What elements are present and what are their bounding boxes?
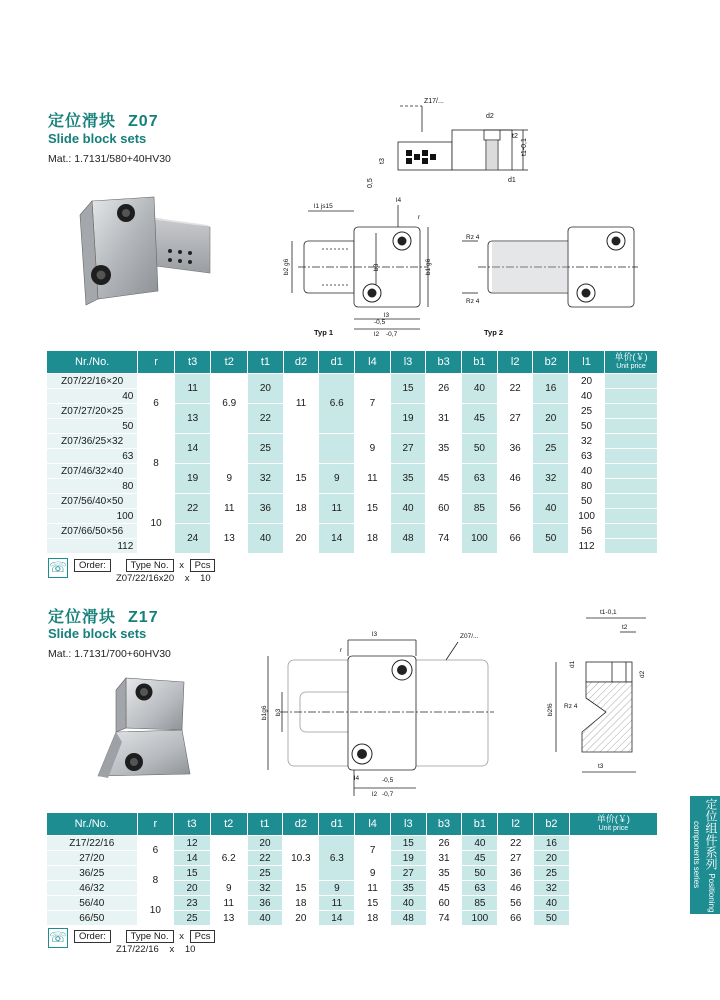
z17-b2: 20: [534, 851, 570, 866]
z07-label-rz4b: Rz 4: [466, 298, 480, 305]
z07-t1: 20: [248, 374, 284, 404]
z17-d2: 18: [283, 896, 319, 911]
z07-d1: 14: [319, 524, 355, 554]
z07-col-header: t3: [174, 351, 211, 374]
z07-label-rz4a: Rz 4: [466, 234, 480, 241]
z07-b3: 31: [426, 404, 462, 434]
z17-col-header: d2: [283, 813, 319, 836]
z17-d2: 15: [283, 881, 319, 896]
z07-code: Z07/46/32×40: [47, 464, 138, 479]
section1-title-text: 定位滑块: [48, 113, 117, 130]
z17-label-b1g6: b1g6: [261, 705, 268, 720]
z17-label-d1: d1: [569, 660, 576, 668]
section2-material: Mat.: 1.7131/700+60HV30: [48, 648, 171, 660]
z07-l4: 11: [355, 464, 391, 494]
z17-price-cell: [569, 851, 657, 866]
z17-price-cell: [569, 866, 657, 881]
z17-label-b2f6: b2f6: [547, 703, 554, 716]
z17-t1: 25: [247, 866, 283, 881]
z17-t3: 25: [174, 911, 211, 926]
order-x: x: [179, 560, 184, 571]
z07-header-row: [47, 351, 658, 374]
z07-l2: 36: [497, 434, 533, 464]
z17-b1: 45: [462, 851, 498, 866]
z07-l1: 32: [569, 434, 605, 449]
z07-price-cell: [605, 524, 658, 539]
z17-b2: 40: [534, 896, 570, 911]
price-cn: 单价(￥): [596, 814, 630, 824]
z17-code: 27/20: [47, 851, 138, 866]
z07-label-b3: b3: [373, 263, 380, 271]
z17-t2: 11: [210, 896, 247, 911]
section1-material: Mat.: 1.7131/580+40HV30: [48, 153, 171, 165]
z17-b2: 16: [534, 836, 570, 851]
z07-col-header: b3: [426, 351, 462, 374]
z07-label-h05: 0,5: [367, 178, 374, 188]
z17-t1: 22: [247, 851, 283, 866]
z07-code: 50: [47, 419, 138, 434]
z07-price-cell: [605, 464, 658, 479]
z17-l4: 7: [355, 836, 391, 866]
z17-spec-table: [46, 812, 658, 926]
table-row: [47, 374, 658, 389]
z17-b3: 31: [426, 851, 462, 866]
z17-l2: 36: [498, 866, 534, 881]
z17-b3: 60: [426, 896, 462, 911]
z17-col-header: l3: [390, 813, 426, 836]
z07-l1: 80: [569, 479, 605, 494]
z17-l4: 15: [355, 896, 391, 911]
z07-code: Z07/27/20×25: [47, 404, 138, 419]
z17-label-z07: Z07/...: [460, 633, 479, 640]
z17-order-info: [74, 930, 218, 943]
z07-col-header: b2: [533, 351, 569, 374]
z07-b1: 100: [461, 524, 497, 554]
z07-label-l3: l3: [384, 312, 390, 319]
z17-t1: 32: [247, 881, 283, 896]
z17-label-t3: t3: [598, 763, 604, 770]
z07-l4: 7: [355, 374, 391, 434]
z17-code: Z17/22/16: [47, 836, 138, 851]
z17-code: 66/50: [47, 911, 138, 926]
z17-label-b3: b3: [275, 708, 282, 716]
z17-d1: 9: [319, 881, 355, 896]
z07-price-cell: [605, 419, 658, 434]
z17-d1: 6.3: [319, 836, 355, 881]
order-type-box: Type No.: [126, 930, 174, 943]
z17-col-header: t3: [174, 813, 211, 836]
slide-block-z17-photo: [86, 670, 208, 782]
z17-t1: 20: [247, 836, 283, 851]
z07-t3: 24: [174, 524, 211, 554]
z07-label-t3: t3: [379, 158, 386, 164]
z07-col-header: l2: [497, 351, 533, 374]
z17-b1: 63: [462, 881, 498, 896]
z07-label-t2: t2: [512, 133, 518, 140]
z07-t2: 13: [211, 524, 248, 554]
z17-t2: 9: [210, 881, 247, 896]
table-row: [47, 494, 658, 509]
z17-b2: 25: [534, 866, 570, 881]
z07-r: 6: [138, 374, 175, 434]
z17-col-header: t2: [210, 813, 247, 836]
z17-l2: 27: [498, 851, 534, 866]
z17-t3: 23: [174, 896, 211, 911]
z17-price-cell: [569, 881, 657, 896]
z07-t2-empty: [211, 434, 248, 464]
z07-label-r: r: [418, 214, 421, 221]
z17-header-row: [47, 813, 658, 836]
z07-l2: 22: [497, 374, 533, 404]
z07-b1: 45: [461, 404, 497, 434]
z17-t3: 12: [174, 836, 211, 851]
z17-b3: 45: [426, 881, 462, 896]
z07-d2: 18: [283, 494, 319, 524]
z17-col-header: Nr./No.: [47, 813, 138, 836]
z17-t3: 20: [174, 881, 211, 896]
z07-b3: 45: [426, 464, 462, 494]
z07-l1: 56: [569, 524, 605, 539]
z17-t3: 14: [174, 851, 211, 866]
side-tab-en: Positioning components series: [692, 821, 716, 913]
z07-label-b1g6: b1 g6: [425, 258, 432, 275]
z17-label-tol1: -0,5: [382, 777, 394, 784]
z07-b3: 74: [426, 524, 462, 554]
z07-label-b2g6: b2 g6: [283, 258, 290, 275]
z17-col-header: b3: [426, 813, 462, 836]
section2-code: Z17: [128, 609, 159, 626]
z17-label-l3: l3: [372, 631, 378, 638]
z17-price-cell: [569, 911, 657, 926]
z07-label-tol2: -0,7: [386, 331, 398, 338]
z07-l2: 56: [497, 494, 533, 524]
z17-l3: 27: [390, 866, 426, 881]
z07-code: Z07/36/25×32: [47, 434, 138, 449]
z07-d2: 20: [283, 524, 319, 554]
z07-b3: 35: [426, 434, 462, 464]
order-x: x: [179, 931, 184, 942]
order-label: Order:: [74, 559, 111, 572]
z07-col-header: t2: [211, 351, 248, 374]
price-en: Unit price: [598, 825, 629, 832]
z07-label-l4: l4: [396, 197, 402, 204]
z17-col-header: d1: [319, 813, 355, 836]
z07-label-z17: Z17/...: [424, 98, 444, 105]
z07-price-cell: [605, 434, 658, 449]
z17-b3: 35: [426, 866, 462, 881]
z07-price-cell: [605, 374, 658, 389]
z17-top-view-diagram: [258, 620, 498, 800]
z07-l1: 50: [569, 494, 605, 509]
z07-l3: 27: [390, 434, 426, 464]
z07-d1: 11: [319, 494, 355, 524]
z07-order-info: [74, 559, 218, 572]
z07-l1: 40: [569, 464, 605, 479]
z07-price-cell: [605, 479, 658, 494]
section2-title-text: 定位滑块: [48, 609, 117, 626]
price-en: Unit price: [616, 363, 646, 370]
table-row: [47, 896, 658, 911]
z07-code: Z07/56/40×50: [47, 494, 138, 509]
z07-l4: 18: [355, 524, 391, 554]
z17-d2: 10.3: [283, 836, 319, 881]
z17-col-header: t1: [247, 813, 283, 836]
z17-label-d2: d2: [639, 670, 646, 678]
z17-d1: 11: [319, 896, 355, 911]
z07-b2: 32: [533, 464, 569, 494]
z17-r: 6: [137, 836, 174, 866]
z17-col-header: b1: [462, 813, 498, 836]
z07-l2: 66: [497, 524, 533, 554]
order-example-qty: 10: [200, 573, 211, 584]
z17-col-header: r: [137, 813, 174, 836]
z07-l1: 63: [569, 449, 605, 464]
z07-b1: 50: [461, 434, 497, 464]
z17-l3: 35: [390, 881, 426, 896]
z07-r: 8: [138, 434, 175, 494]
z07-label-typ2: Typ 2: [484, 328, 504, 337]
z17-col-header: l2: [498, 813, 534, 836]
z07-t3: 19: [174, 464, 211, 494]
z17-label-r: r: [340, 647, 343, 654]
z07-l1: 20: [569, 374, 605, 389]
z07-d2-empty: [283, 434, 319, 464]
order-type-box: Type No.: [126, 559, 174, 572]
z07-price-cell: [605, 494, 658, 509]
z07-b2: 50: [533, 524, 569, 554]
z07-l3: 35: [390, 464, 426, 494]
z17-order-example: [116, 944, 195, 955]
z17-b1: 50: [462, 866, 498, 881]
phone-icon: ☏: [48, 928, 68, 948]
order-example-x: x: [169, 944, 175, 955]
z07-b3: 26: [426, 374, 462, 404]
order-example-x: x: [184, 573, 190, 584]
z07-l1: 112: [569, 539, 605, 554]
z07-price-cell: [605, 449, 658, 464]
z07-label-typ1: Typ 1: [314, 328, 334, 337]
z07-b1: 63: [461, 464, 497, 494]
order-pcs-box: Pcs: [190, 930, 216, 943]
z17-l3: 40: [390, 896, 426, 911]
z07-r: 10: [138, 494, 175, 554]
z07-t2: 11: [211, 494, 248, 524]
z07-t3: 11: [174, 374, 211, 404]
z07-l1: 100: [569, 509, 605, 524]
z07-price-cell: [605, 539, 658, 554]
z17-b3: 74: [426, 911, 462, 926]
order-label: Order:: [74, 930, 111, 943]
order-example-code: Z17/22/16: [116, 944, 159, 955]
z17-b3: 26: [426, 836, 462, 851]
price-cn: 单价(￥): [614, 352, 648, 362]
z07-col-header: r: [138, 351, 175, 374]
z17-b2: 50: [534, 911, 570, 926]
z07-l1: 50: [569, 419, 605, 434]
z07-side-view-diagram: [360, 92, 560, 192]
z07-col-header: t1: [248, 351, 284, 374]
z17-d1: 14: [319, 911, 355, 926]
z07-spec-table: [46, 350, 658, 554]
z07-col-header: l1: [569, 351, 605, 374]
z07-l1: 40: [569, 389, 605, 404]
z07-code: 40: [47, 389, 138, 404]
z17-b1: 100: [462, 911, 498, 926]
z07-b2: 16: [533, 374, 569, 404]
z17-label-l4: l4: [354, 775, 360, 782]
z17-price-cell: [569, 896, 657, 911]
z17-col-header: b2: [534, 813, 570, 836]
z07-t1: 25: [248, 434, 284, 464]
z17-side-view-diagram: [516, 602, 656, 782]
z07-label-d2: d2: [486, 113, 494, 120]
z07-price-cell: [605, 509, 658, 524]
side-category-tab: [690, 796, 720, 914]
z07-t1: 40: [248, 524, 284, 554]
z07-t1: 32: [248, 464, 284, 494]
z17-t1: 40: [247, 911, 283, 926]
z07-b2: 40: [533, 494, 569, 524]
section1-code: Z07: [128, 113, 159, 130]
z17-price-header: [569, 813, 657, 836]
z17-l2: 56: [498, 896, 534, 911]
z07-top-view-diagrams: [278, 193, 658, 341]
z07-code: 100: [47, 509, 138, 524]
z07-label-d1: d1: [508, 177, 516, 184]
z17-l3: 15: [390, 836, 426, 851]
z07-code: 112: [47, 539, 138, 554]
z17-code: 36/25: [47, 866, 138, 881]
order-example-code: Z07/22/16x20: [116, 573, 175, 584]
z07-l3: 48: [390, 524, 426, 554]
z07-b1: 85: [461, 494, 497, 524]
z07-l3: 15: [390, 374, 426, 404]
z07-label-l1js15: l1 js15: [314, 203, 333, 210]
z07-label-l2: l2: [374, 331, 380, 338]
z17-d2: 20: [283, 911, 319, 926]
order-pcs-box: Pcs: [190, 559, 216, 572]
z17-price-cell: [569, 836, 657, 851]
z17-l4: 18: [355, 911, 391, 926]
z17-t2: 6.2: [210, 836, 247, 881]
slide-block-z07-photo: [70, 195, 220, 310]
z17-b1: 85: [462, 896, 498, 911]
z07-t2: 9: [211, 464, 248, 494]
z17-l3: 19: [390, 851, 426, 866]
z07-col-header: d2: [283, 351, 319, 374]
z17-code: 56/40: [47, 896, 138, 911]
z07-d1: 9: [319, 464, 355, 494]
z17-col-header: l4: [355, 813, 391, 836]
z07-col-header: l4: [355, 351, 391, 374]
z07-col-header: l3: [390, 351, 426, 374]
z17-label-l2: l2: [372, 791, 378, 798]
z07-col-header: b1: [461, 351, 497, 374]
z17-label-t1: t1-0,1: [600, 609, 617, 616]
z17-b1: 40: [462, 836, 498, 851]
z07-b1: 40: [461, 374, 497, 404]
z07-order-example: [116, 573, 211, 584]
z07-code: 63: [47, 449, 138, 464]
z07-b2: 25: [533, 434, 569, 464]
z07-l3: 19: [390, 404, 426, 434]
z07-d2: 15: [283, 464, 319, 494]
z17-l4: 11: [355, 881, 391, 896]
z07-label-t1: t1-0,1: [521, 138, 528, 156]
table-row: [47, 434, 658, 449]
z07-t3: 22: [174, 494, 211, 524]
section1-title-cn: [48, 108, 159, 131]
z07-code: Z07/66/50×56: [47, 524, 138, 539]
z17-t1: 36: [247, 896, 283, 911]
z07-label-tol1: -0,5: [374, 319, 386, 326]
z07-t3: 13: [174, 404, 211, 434]
z07-col-header: d1: [319, 351, 355, 374]
z17-label-t2: t2: [622, 624, 628, 631]
z17-label-rz4: Rz 4: [564, 703, 578, 710]
z07-t1: 36: [248, 494, 284, 524]
z07-code: Z07/22/16×20: [47, 374, 138, 389]
z07-l4: 15: [355, 494, 391, 524]
z07-l2: 27: [497, 404, 533, 434]
z07-price-header: [605, 351, 658, 374]
z17-l2: 46: [498, 881, 534, 896]
z07-t1: 22: [248, 404, 284, 434]
z17-l2: 22: [498, 836, 534, 851]
z17-label-tol2: -0,7: [382, 791, 394, 798]
z07-t2: 6.9: [211, 374, 248, 434]
z17-l4: 9: [355, 866, 391, 881]
section2-title-cn: [48, 604, 159, 627]
z07-t3: 14: [174, 434, 211, 464]
z17-r: 8: [137, 866, 174, 896]
z07-price-cell: [605, 389, 658, 404]
z07-l2: 46: [497, 464, 533, 494]
z07-l3: 40: [390, 494, 426, 524]
z07-d1-empty: [319, 434, 355, 464]
z07-b3: 60: [426, 494, 462, 524]
z07-d2: 11: [283, 374, 319, 434]
z07-code: 80: [47, 479, 138, 494]
table-row: [47, 836, 658, 851]
z07-col-header: Nr./No.: [47, 351, 138, 374]
z07-b2: 20: [533, 404, 569, 434]
z17-code: 46/32: [47, 881, 138, 896]
z07-price-cell: [605, 404, 658, 419]
z17-t3: 15: [174, 866, 211, 881]
side-tab-cn: 定位组件系列: [704, 797, 718, 870]
section2-title-en: Slide block sets: [48, 626, 147, 641]
phone-icon: ☏: [48, 558, 68, 578]
z17-b2: 32: [534, 881, 570, 896]
z17-l3: 48: [390, 911, 426, 926]
z17-r: 10: [137, 896, 174, 926]
z07-d1: 6.6: [319, 374, 355, 434]
section1-title-en: Slide block sets: [48, 131, 147, 146]
order-example-qty: 10: [184, 944, 196, 955]
z07-l1: 25: [569, 404, 605, 419]
z17-t2: 13: [210, 911, 247, 926]
z07-l4: 9: [355, 434, 391, 464]
z17-l2: 66: [498, 911, 534, 926]
